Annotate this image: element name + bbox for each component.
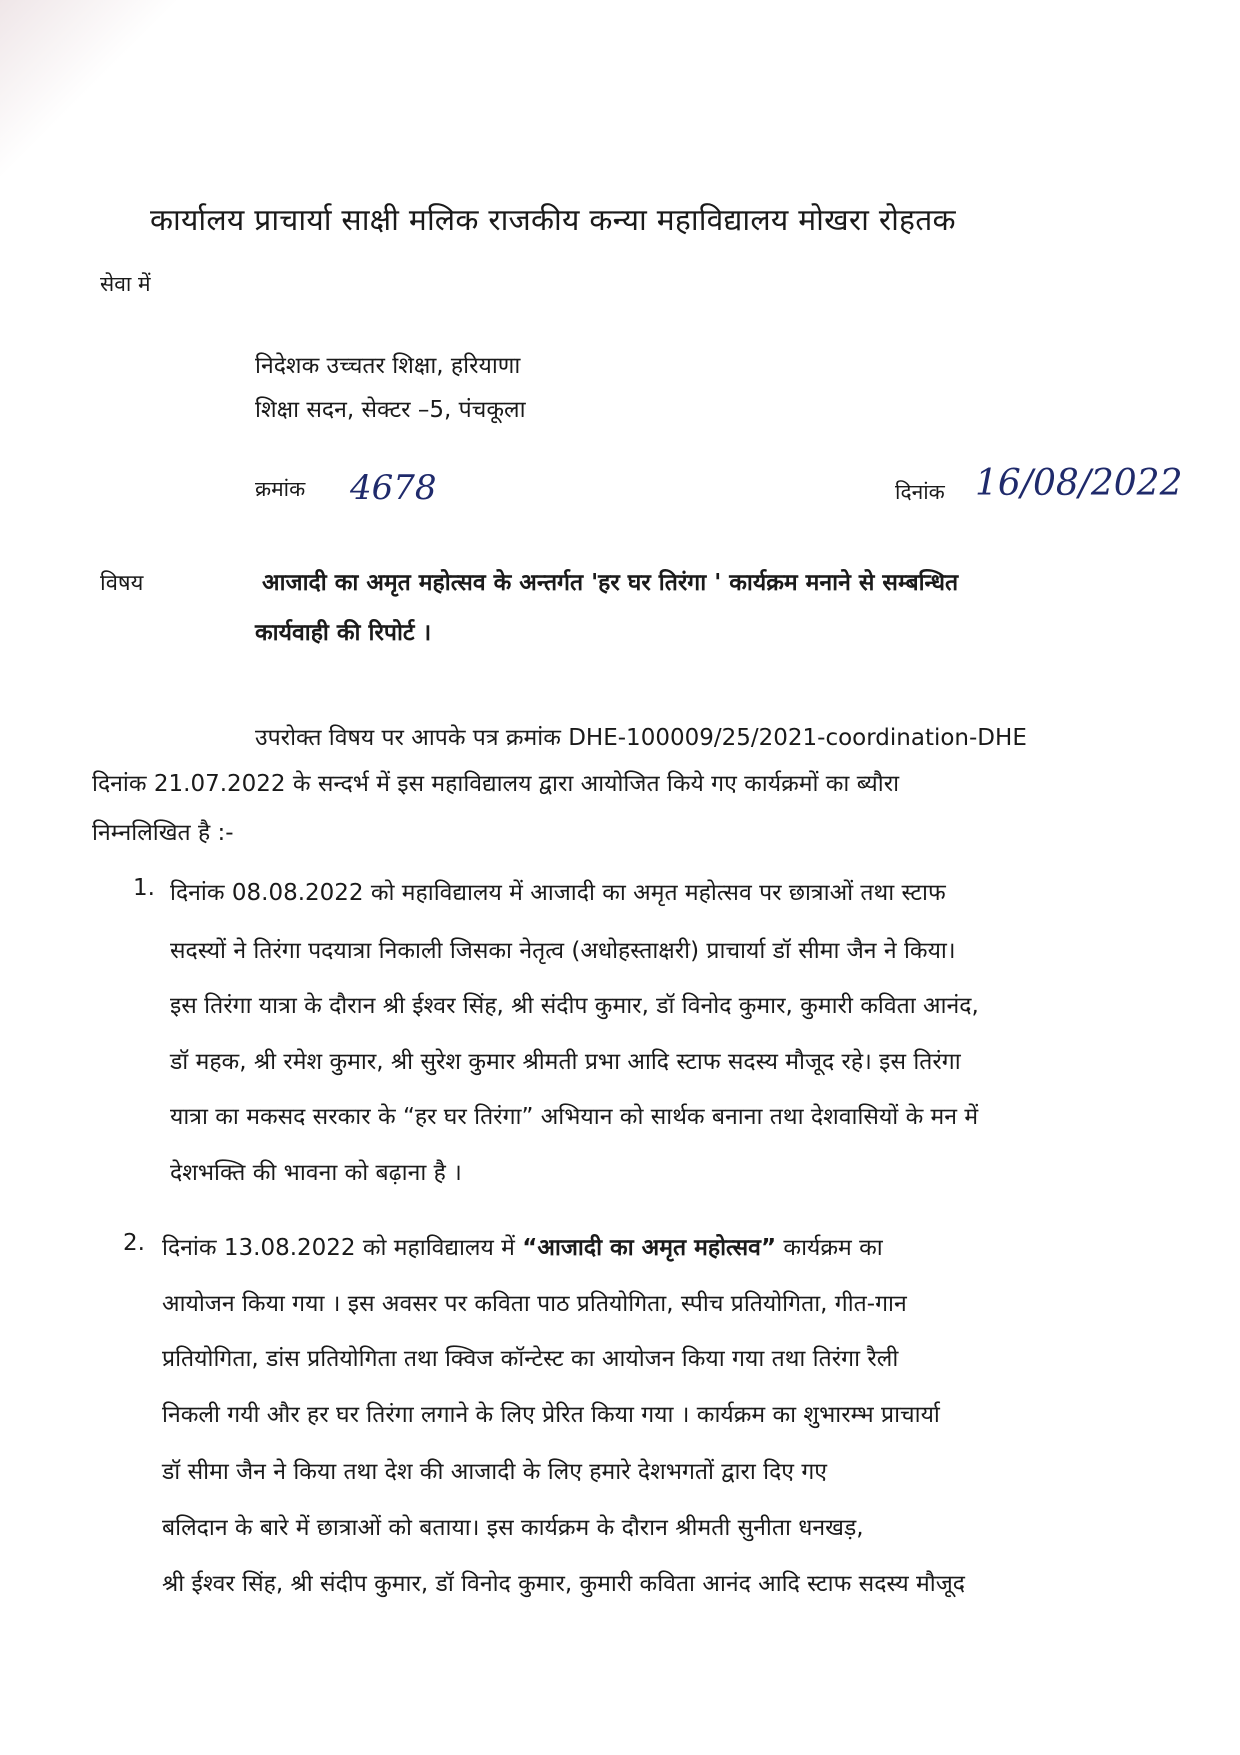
subject-line-1: आजादी का अमृत महोत्सव के अन्तर्गत 'हर घर तिरंगा ' कार्यक्रम मनाने से सम्बन्धित: [262, 570, 959, 596]
list-item-line: दिनांक 08.08.2022 को महाविद्यालय में आजादी का अमृत महोत्सव पर छात्राओं तथा स्टाफ: [170, 880, 946, 906]
office-header: कार्यालय प्राचार्या साक्षी मलिक राजकीय कन्या महाविद्यालय मोखरा रोहतक: [150, 203, 956, 238]
list-item-line: देशभक्ति की भावना को बढ़ाना है ।: [170, 1160, 462, 1186]
list-item-text: दिनांक 13.08.2022 को महाविद्यालय में: [162, 1235, 523, 1261]
list-item-line: श्री ईश्वर सिंह, श्री संदीप कुमार, डॉ विनोद कुमार, कुमारी कविता आनंद आदि स्टाफ सदस्य मौजूद: [162, 1571, 965, 1597]
intro-line-2: दिनांक 21.07.2022 के सन्दर्भ में इस महाविद्यालय द्वारा आयोजित किये गए कार्यक्रमों का ब्यौरा: [92, 771, 900, 797]
list-item-line: सदस्यों ने तिरंगा पदयात्रा निकाली जिसका नेतृत्व (अधोहस्ताक्षरी) प्राचार्या डॉ सीमा जैन ने किया।: [170, 938, 956, 964]
event-title-bold: “आजादी का अमृत महोत्सव”: [522, 1235, 777, 1261]
intro-line-3: निम्नलिखित है :-: [92, 820, 234, 846]
date-handwritten: 16/08/2022: [975, 463, 1183, 504]
list-item-line: प्रतियोगिता, डांस प्रतियोगिता तथा क्विज कॉन्टेस्ट का आयोजन किया गया तथा तिरंगा रैली: [162, 1346, 899, 1372]
subject-line-2: कार्यवाही की रिपोर्ट ।: [255, 620, 432, 646]
list-item-text: कार्यक्रम का: [776, 1235, 883, 1261]
list-item-line: यात्रा का मकसद सरकार के “हर घर तिरंगा” अभियान को सार्थक बनाना तथा देशवासियों के मन में: [170, 1104, 979, 1130]
list-item-number: 1.: [133, 875, 155, 901]
subject-label: विषय: [100, 571, 144, 596]
list-item-line: आयोजन किया गया । इस अवसर पर कविता पाठ प्रतियोगिता, स्पीच प्रतियोगिता, गीत-गान: [162, 1291, 907, 1317]
list-item-number: 2.: [123, 1230, 145, 1256]
list-item-line: डॉ महक, श्री रमेश कुमार, श्री सुरेश कुमार श्रीमती प्रभा आदि स्टाफ सदस्य मौजूद रहे। इस तिरंगा: [170, 1049, 961, 1075]
intro-line-1: उपरोक्त विषय पर आपके पत्र क्रमांक DHE-100009/25/2021-coordination-DHE: [255, 725, 1027, 751]
addressee-line-1: निदेशक उच्चतर शिक्षा, हरियाणा: [255, 353, 521, 379]
reference-number-handwritten: 4678: [350, 468, 437, 508]
list-item-line: निकली गयी और हर घर तिरंगा लगाने के लिए प्रेरित किया गया । कार्यक्रम का शुभारम्भ प्राचार्या: [162, 1402, 940, 1428]
addressee-line-2: शिक्षा सदन, सेक्टर –5, पंचकूला: [255, 397, 526, 423]
salutation: सेवा में: [100, 272, 151, 296]
date-label: दिनांक: [895, 480, 945, 504]
reference-label: क्रमांक: [255, 477, 306, 501]
list-item-line: डॉ सीमा जैन ने किया तथा देश की आजादी के लिए हमारे देशभगतों द्वारा दिए गए: [162, 1459, 828, 1485]
list-item-line: बलिदान के बारे में छात्राओं को बताया। इस कार्यक्रम के दौरान श्रीमती सुनीता धनखड़,: [162, 1515, 864, 1541]
list-item-line: इस तिरंगा यात्रा के दौरान श्री ईश्वर सिंह, श्री संदीप कुमार, डॉ विनोद कुमार, कुमारी कविता आनंद,: [170, 993, 979, 1019]
list-item-first-line: [162, 1230, 1137, 1262]
